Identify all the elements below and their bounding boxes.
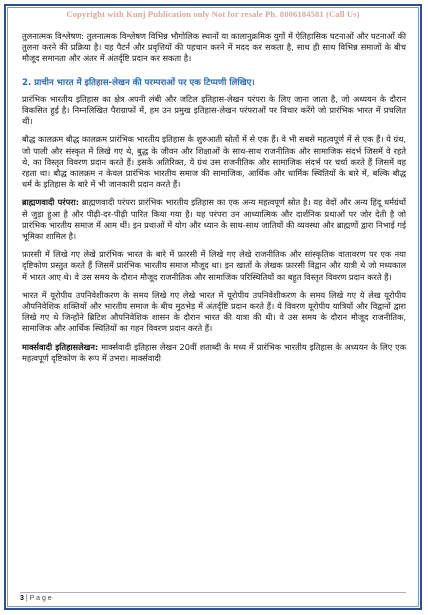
paragraph-lead: ब्राह्मणवादी परंपरा:	[22, 197, 79, 208]
question-heading: 2. प्राचीन भारत में इतिहास-लेखन की परम्पराओं पर एक टिप्पणी लिखिए।	[22, 77, 255, 88]
paragraph-text: तुलनात्मक विश्लेषण विभिन्न भौगोलिक स्थानों या कालानुक्रमिक युगों में ऐतिहासिक घटनाओं और घटनाओं की तुलना करने की प्रक्रिया है। यह पैटर्न और प्रवृत्तियों की पहचान करने में मदद कर सकता है, साथ ही साथ विभिन्न समाजों के बीच मौजूद समानता और अंतर में अंतर्दृष्टि प्रदान कर सकता है।	[22, 31, 406, 64]
paragraph-marxist-historiography	[22, 342, 406, 364]
page-label: | P a g e	[23, 595, 52, 602]
copyright-header: Copyright with Kunj Publication only Not for resale Ph. 8006184581 (Call Us)	[66, 9, 360, 19]
paragraph-intro: प्रारंभिक भारतीय इतिहास का क्षेत्र अपनी लंबी और जटिल इतिहास-लेखन परंपरा के लिए जाना जाता है, जो अध्ययन के दौरान विकसित हुई है। निम्नलिखित पैराग्राफों में, हम उन प्रमुख इतिहास-लेखन परंपराओं पर विचार करेंगे जो प्रारंभिक भारत में प्रचलित थीं।	[22, 93, 406, 127]
paragraph-european-accounts: भारत में यूरोपीय उपनिवेशीकरण के समय लिखे गए लेखे भारत में यूरोपीय उपनिवेशीकरण के समय लिखे गए ये लेख यूरोपीय औपनिवेशिक शक्तियों और भारतीय समाज के बीच मुठभेड़ में अंतर्दृष्टि प्रदान करते हैं। ये विवरण यूरोपीय यात्रियों और विद्वानों द्वारा लिखे गए थे जिन्होंने ब्रिटिश औपनिवेशिक शासन के दौरान भारत की यात्रा की थी। वे उस समय के दौरान मौजूद राजनीतिक, सामाजिक और आर्थिक स्थितियों का गहन विवरण प्रदान करते हैं।	[22, 289, 406, 334]
page-number: 3	[20, 595, 24, 602]
paragraph-lead: तुलनात्मक विश्लेषण:	[22, 31, 85, 41]
paragraph-comparative-analysis	[22, 31, 406, 65]
paragraph-persian-accounts: फ़ारसी में लिखे गए लेखे प्रारंभिक भारत के बारे में फ़ारसी में लिखे गए लेखे राजनीतिक और सांस्कृतिक वातावरण पर एक नया दृष्टिकोण प्रस्तुत करते हैं जिसमें प्रारंभिक भारतीय समाज मौजूद था। इन खातों के लेखक फ़ारसी विद्वान और यात्री थे जो मध्यकाल में भारत आए थे। वे उस समय के दौरान मौजूद राजनीतिक और सामाजिक परिस्थितियों का बहुत विस्तृत विवरण प्रदान करते हैं।	[22, 249, 406, 282]
page-footer	[20, 592, 406, 602]
paragraph-text: ब्राह्मणवादी परंपरा प्रारंभिक भारतीय इतिहास का एक अन्य महत्वपूर्ण स्रोत है। यह वेदों और अन्य हिंदू धर्मग्रंथों से जुड़ा हुआ है और पीढ़ी-दर-पीढ़ी पारित किया गया है। यह परंपरा उन आध्यात्मिक और दार्शनिक प्रथाओं पर जोर देती है जो प्रारंभिक भारतीय समाज में आम थीं। इन प्रथाओं में योग और ध्यान के साथ-साथ जातियों की व्यवस्था और ब्राह्मणों द्वारा निभाई गई भूमिका शामिल है।	[22, 197, 406, 242]
paragraph-buddhist-chronicles: बौद्ध कालक्रम बौद्ध कालक्रम प्रारंभिक भारतीय इतिहास के शुरुआती स्रोतों में से एक हैं। वे भी सबसे महत्वपूर्ण में से एक हैं। ये ग्रंथ, जो पाली और संस्कृत में लिखे गए थे, बुद्ध के जीवन और शिक्षाओं के साथ-साथ राजनीतिक और सामाजिक संदर्भ जिसमें वे रहते थे, का विस्तृत विवरण प्रदान करते हैं। इसके अतिरिक्त, ये ग्रंथ उस राजनीतिक और सामाजिक संदर्भ पर चर्चा करते हैं जिसमें वह रहता था। बौद्ध कालक्रम न केवल प्रारंभिक भारतीय समाज की सामाजिक, आर्थिक और धार्मिक स्थितियों के बारे में, बल्कि बौद्ध धर्म के इतिहास के बारे में भी जानकारी प्रदान करते हैं।	[22, 134, 406, 190]
paragraph-brahmanical-tradition	[22, 197, 406, 242]
document-page	[4, 4, 422, 610]
paragraph-lead: मार्क्सवादी इतिहासलेखन:	[22, 341, 99, 352]
page-content	[22, 31, 406, 364]
paragraph-text: मार्क्सवादी इतिहास लेखन 20वीं शताब्दी के मध्य में प्रारंभिक भारतीय इतिहास के अध्ययन के लिए एक महत्वपूर्ण दृष्टिकोण के रूप में उभरा। मार्क्सवादी	[22, 341, 406, 363]
